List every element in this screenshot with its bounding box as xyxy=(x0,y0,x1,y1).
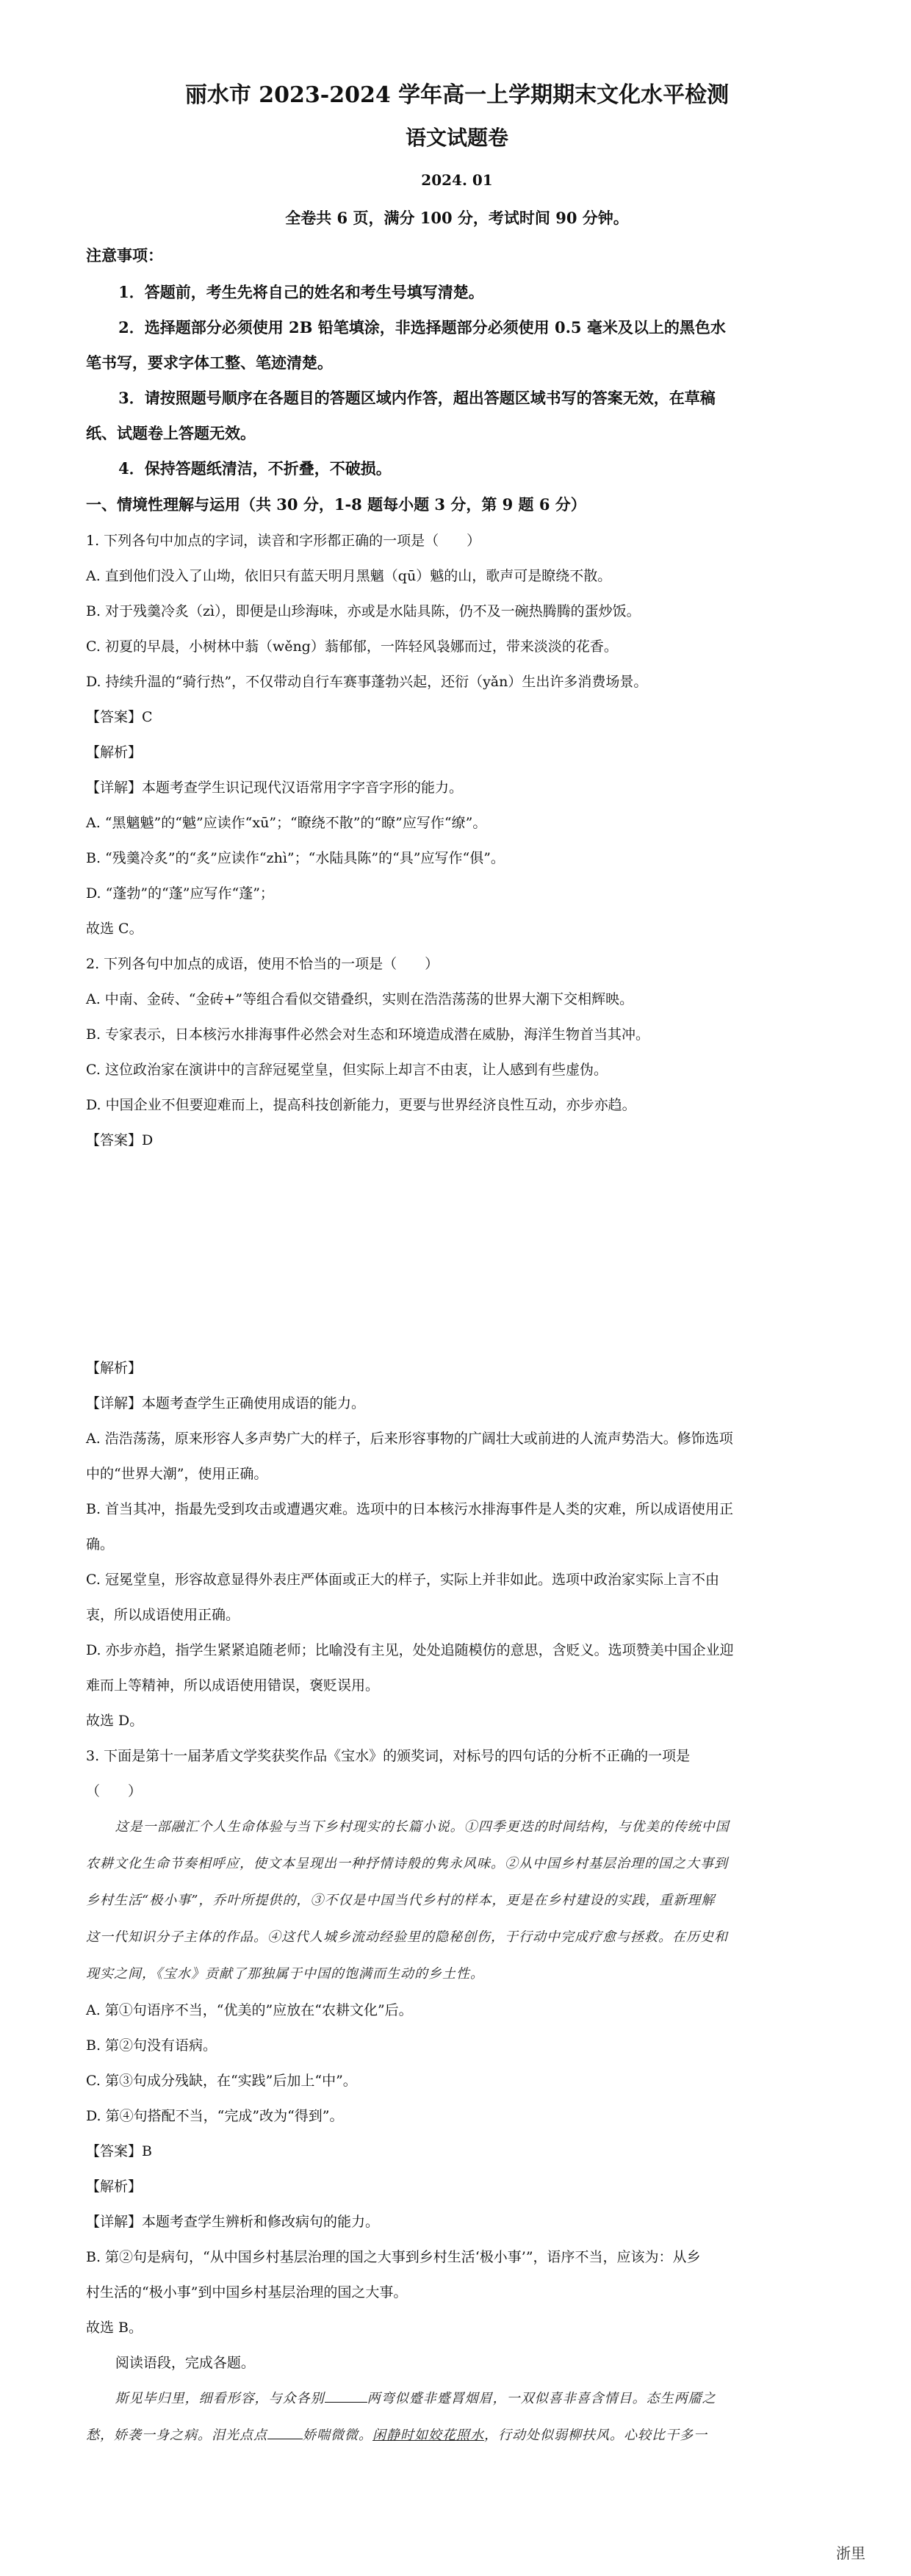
option-a: A. 中南、金砖、“金砖+”等组合看似交错叠织，实则在浩浩荡荡的世界大潮下交相辉映。 xyxy=(86,991,634,1007)
option-b: B. 专家表示，日本核污水排海事件必然会对生态和环境造成潜在威胁，海洋生物首当其冲。 xyxy=(86,1026,650,1043)
passage-line: 乡村生活“极小事”，乔叶所提供的，③不仅是中国当代乡村的样本，更是在乡村建设的实践，重新理解 xyxy=(86,1893,716,1908)
document-subtitle: 语文试题卷 xyxy=(405,126,508,150)
answer: 【答案】D xyxy=(86,1132,154,1148)
detail-line: 中的“世界大潮”，使用正确。 xyxy=(86,1466,268,1482)
detail-line: 【详解】本题考查学生正确使用成语的能力。 xyxy=(86,1395,366,1411)
reading-line xyxy=(86,2417,828,2454)
note-item: 4．保持答题纸清洁，不折叠，不破损。 xyxy=(118,459,392,478)
question-stem: 3. 下面是第十一届茅盾文学奖获奖作品《宝水》的颁奖词，对标号的四句话的分析不正确的一项是 xyxy=(86,1748,691,1764)
detail-line: B. “残羹冷炙”的“炙”应读作“zhì”；“水陆具陈”的“具”应写作“俱”。 xyxy=(86,850,505,866)
note-item: 2．选择题部分必须使用 2B 铅笔填涂，非选择题部分必须使用 0.5 毫米及以上的黑色水 xyxy=(118,318,726,337)
detail-line: 衷，所以成语使用正确。 xyxy=(86,1607,240,1623)
analysis-label: 【解析】 xyxy=(86,2179,143,2195)
section-heading: 一、情境性理解与运用（共 30 分，1-8 题每小题 3 分，第 9 题 6 分） xyxy=(86,495,586,514)
note-item: 1．答题前，考生先将自己的姓名和考生号填写清楚。 xyxy=(118,283,484,301)
note-item: 3．请按照题号顺序在各题目的答题区域内作答，超出答题区域书写的答案无效，在草稿 xyxy=(118,389,716,407)
passage-line: 现实之间，《宝水》贡献了那独属于中国的饱满而生动的乡土性。 xyxy=(86,1966,484,1982)
question-stem: 1. 下列各句中加点的字词，读音和字形都正确的一项是（ ） xyxy=(86,533,481,549)
reading-text: ，行动处似弱柳扶风。心较比干多一 xyxy=(484,2428,707,2443)
passage-line: 这一代知识分子主体的作品。④这代人城乡流动经验里的隐秘创伤，于行动中完成疗愈与拯救。在历史和 xyxy=(86,1929,728,1945)
note-item: 笔书写，要求字体工整、笔迹清楚。 xyxy=(86,353,333,372)
detail-line: 难而上等精神，所以成语使用错误，褒贬误用。 xyxy=(86,1677,380,1694)
fill-blank xyxy=(325,2389,367,2403)
analysis-label: 【解析】 xyxy=(86,744,143,760)
reading-text: 娇喘微微。 xyxy=(303,2428,372,2443)
option-a: A. 第①句语序不当，“优美的”应放在“农耕文化”后。 xyxy=(86,2002,413,2018)
document-date: 2024. 01 xyxy=(421,171,493,189)
reading-text: 斯见毕归里，细看形容，与众各别 xyxy=(115,2391,325,2406)
option-d: D. 第④句搭配不当，“完成”改为“得到”。 xyxy=(86,2108,344,2124)
reading-text: 愁，娇袭一身之病。泪光点点 xyxy=(86,2428,267,2443)
option-b: B. 第②句没有语病。 xyxy=(86,2037,217,2054)
answer: 【答案】B xyxy=(86,2143,152,2159)
reading-text: 两弯似蹙非蹙罥烟眉，一双似喜非喜含情目。态生两靥之 xyxy=(367,2391,716,2406)
option-c: C. 初夏的早晨，小树林中蓊（wěng）蓊郁郁，一阵轻风袅娜而过，带来淡淡的花香。 xyxy=(86,638,618,655)
detail-line: B. 首当其冲，指最先受到攻击或遭遇灾难。选项中的日本核污水排海事件是人类的灾难，所以成语使用正 xyxy=(86,1501,734,1517)
note-item: 纸、试题卷上答题无效。 xyxy=(86,424,256,442)
underlined-sentence: 闲静时如姣花照水 xyxy=(372,2428,484,2443)
detail-line: D. 亦步亦趋，指学生紧紧追随老师；比喻没有主见，处处追随模仿的意思，含贬义。选项赞美中国企业迎 xyxy=(86,1642,734,1658)
option-d: D. 持续升温的“骑行热”，不仅带动自行车赛事蓬勃兴起，还衍（yǎn）生出许多消费场景。 xyxy=(86,674,648,690)
page-footer: 浙里 xyxy=(836,2544,865,2562)
option-d: D. 中国企业不但要迎难而上，提高科技创新能力，更要与世界经济良性互动，亦步亦趋。 xyxy=(86,1097,636,1113)
option-c: C. 这位政治家在演讲中的言辞冠冕堂皇，但实际上却言不由衷，让人感到有些虚伪。 xyxy=(86,1062,608,1078)
blank-space xyxy=(86,1158,828,1350)
reading-line xyxy=(86,2381,828,2417)
detail-line: A. “黑魑魆”的“魆”应读作“xū”；“瞭绕不散”的“瞭”应写作“缭”。 xyxy=(86,815,487,831)
option-b: B. 对于残羹冷炙（zì），即便是山珍海味，亦或是水陆具陈，仍不及一碗热腾腾的蛋炒饭。 xyxy=(86,603,641,619)
option-c: C. 第③句成分残缺，在“实践”后加上“中”。 xyxy=(86,2073,357,2089)
reading-intro: 阅读语段，完成各题。 xyxy=(115,2355,255,2371)
detail-line: B. 第②句是病句，“从中国乡村基层治理的国之大事到乡村生活‘极小事’”，语序不当，应该为：从乡 xyxy=(86,2249,701,2265)
detail-line: C. 冠冕堂皇，形容故意显得外表庄严体面或正大的样子，实际上并非如此。选项中政治家实际上言不由 xyxy=(86,1572,719,1588)
detail-line: 故选 D。 xyxy=(86,1713,144,1729)
exam-meta: 全卷共 6 页，满分 100 分，考试时间 90 分钟。 xyxy=(285,209,629,227)
notes-heading: 注意事项： xyxy=(86,246,163,265)
detail-line: 【详解】本题考查学生辨析和修改病句的能力。 xyxy=(86,2214,380,2230)
analysis-label: 【解析】 xyxy=(86,1360,143,1376)
detail-line: 【详解】本题考查学生识记现代汉语常用字字音字形的能力。 xyxy=(86,780,464,796)
detail-line: 故选 C。 xyxy=(86,921,143,937)
detail-line: 村生活的“极小事”到中国乡村基层治理的国之大事。 xyxy=(86,2284,408,2300)
fill-blank xyxy=(267,2425,303,2439)
detail-line: A. 浩浩荡荡，原来形容人多声势广大的样子，后来形容事物的广阔壮大或前进的人流声势浩大。修饰选项 xyxy=(86,1431,733,1447)
detail-line: D. “蓬勃”的“蓬”应写作“蓬”； xyxy=(86,885,274,902)
detail-line: 确。 xyxy=(86,1536,115,1553)
question-stem-cont: （ ） xyxy=(86,1783,143,1799)
passage-line: 这是一部融汇个人生命体验与当下乡村现实的长篇小说。①四季更迭的时间结构，与优美的传统中国 xyxy=(115,1819,730,1835)
passage-line: 农耕文化生命节奏相呼应，使文本呈现出一种抒情诗般的隽永风味。②从中国乡村基层治理的国之大事到 xyxy=(86,1856,728,1871)
answer: 【答案】C xyxy=(86,709,153,725)
question-stem: 2. 下列各句中加点的成语，使用不恰当的一项是（ ） xyxy=(86,956,439,972)
option-a: A. 直到他们没入了山坳，依旧只有蓝天明月黑魑（qū）魆的山，歌声可是瞭绕不散。 xyxy=(86,568,612,584)
document-body xyxy=(86,73,828,2454)
detail-line: 故选 B。 xyxy=(86,2320,143,2336)
document-title: 丽水市 2023-2024 学年高一上学期期末文化水平检测 xyxy=(184,82,730,108)
